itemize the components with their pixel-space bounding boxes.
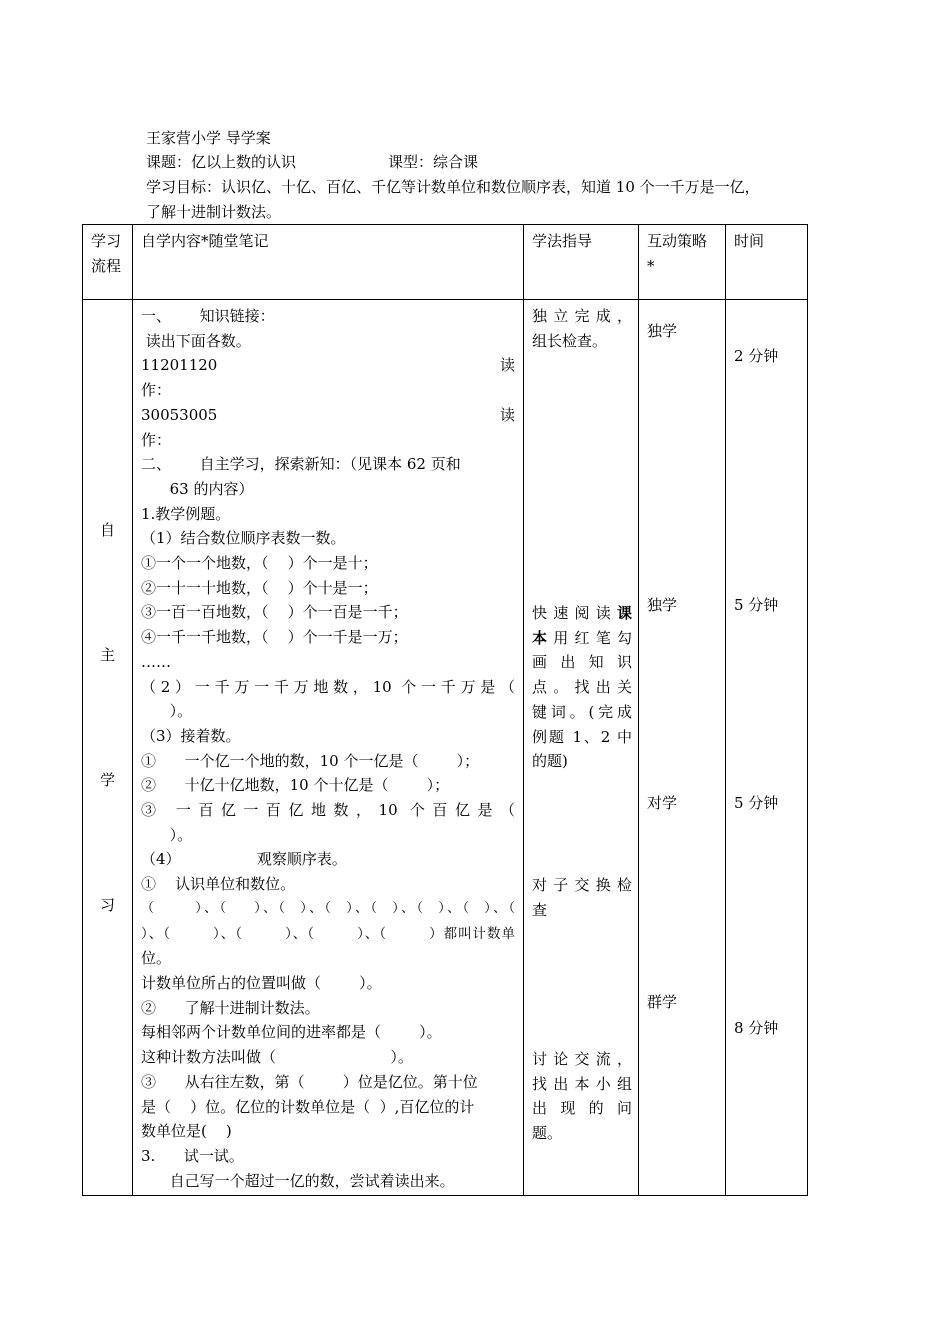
method-4-line-4: 题。 <box>532 1124 563 1143</box>
content-line-12: ②一十一十地数，（ ）个十是一； <box>141 578 378 597</box>
header-time <box>726 225 808 300</box>
content-line-17: ）。 <box>141 702 193 721</box>
header-method-label: 学法指导 <box>532 232 593 250</box>
header-flow <box>83 225 133 300</box>
table-header-row <box>83 225 808 300</box>
content-line-19: ① 一个亿一个地的数，10 个一亿是（ ）； <box>141 751 480 770</box>
strategy-3: 对学 <box>647 794 678 812</box>
time-4: 8 分钟 <box>734 1019 779 1037</box>
content-line-23: （4） 观察顺序表。 <box>141 850 347 869</box>
read-label-1: 读 <box>499 356 515 375</box>
content-line-18: （3）接着数。 <box>141 726 241 745</box>
content-cell <box>133 300 524 1196</box>
lesson-plan-table <box>82 224 808 1196</box>
method-cell <box>524 300 639 1196</box>
content-line-34: 数单位是( ) <box>141 1122 232 1141</box>
strategy-4: 群学 <box>647 993 678 1011</box>
content-line-3 <box>141 353 515 378</box>
method-2-text-1: 快速阅读 <box>532 604 617 622</box>
header-method <box>524 225 639 300</box>
strategy-2: 独学 <box>647 596 678 614</box>
flow-char-2: 主 <box>99 646 115 664</box>
time-3: 5 分钟 <box>734 794 779 812</box>
time-2: 5 分钟 <box>734 596 779 614</box>
content-line-6: 作： <box>141 430 172 449</box>
header-flow-line-1: 学习 <box>91 232 122 250</box>
content-line-25: （ ）、（ ）、（ ）、（ ）、（ ）、（ ）、（ ）、（ <box>141 900 515 916</box>
content-line-14: ④一千一千地数，（ ）个一千是一万； <box>141 628 408 647</box>
content-line-5 <box>141 403 515 428</box>
content-line-15: …… <box>141 652 171 671</box>
content-line-33: 是（ ）位。亿位的计数单位是（ ）,百亿位的计 <box>141 1097 475 1116</box>
content-line-21: ③ 一百亿一百亿地数，10 个百亿是（ <box>141 801 515 820</box>
method-2-text-2: 用红笔勾 <box>553 628 632 647</box>
content-line-29: ② 了解十进制计数法。 <box>141 998 320 1017</box>
method-2-line-3: 画出知识 <box>532 653 632 672</box>
content-line-36: 自己写一个超过一亿的数，尝试着读出来。 <box>141 1171 455 1190</box>
lesson-topic: 课题：亿以上数的认识 <box>146 153 297 171</box>
content-line-26: ）、（ ）、（ ）、（ ）、（ ）都叫计数单 <box>141 925 515 942</box>
time-1: 2 分钟 <box>734 347 779 365</box>
method-2-line-1 <box>532 601 632 626</box>
method-1-line-1: 独立完成， <box>532 307 632 325</box>
strategy-1: 独学 <box>647 322 678 340</box>
method-block-3 <box>532 873 632 922</box>
content-line-28: 计数单位所占的位置叫做（ ）。 <box>141 973 382 992</box>
lesson-type: 课型：综合课 <box>388 153 479 171</box>
content-line-32: ③ 从右往左数，第（ ）位是亿位。第十位 <box>141 1072 478 1091</box>
header-content-label: 自学内容*随堂笔记 <box>141 232 269 250</box>
content-line-1: 一、 知识链接： <box>141 307 275 325</box>
content-line-35: 3. 试一试。 <box>141 1146 244 1165</box>
school-title: 王家营小学 导学案 <box>146 129 271 147</box>
content-line-7: 二、 自主学习，探索新知：（见课本 62 页和 <box>141 455 461 474</box>
content-line-24: ① 认识单位和数位。 <box>141 875 296 894</box>
flow-cell <box>83 300 133 1196</box>
header-time-label: 时间 <box>734 232 765 250</box>
method-4-line-2: 找出本小组 <box>532 1074 632 1093</box>
number-2: 30053005 <box>141 405 218 424</box>
content-line-13: ③一百一百地数，（ ）个一百是一千； <box>141 603 408 622</box>
flow-char-1: 自 <box>99 521 115 539</box>
content-line-2: 读出下面各数。 <box>141 331 251 350</box>
header-strategy-line-2: * <box>647 256 655 275</box>
content-line-16: （2）一千万一千万地数，10 个一千万是（ <box>141 677 515 696</box>
table-body-row <box>83 300 808 1196</box>
method-block-2 <box>532 601 632 774</box>
header-content <box>133 225 524 300</box>
flow-char-4: 习 <box>99 896 115 914</box>
content-line-22: ）。 <box>141 825 193 844</box>
method-4-line-1: 讨论交流， <box>532 1050 632 1068</box>
content-line-4: 作： <box>141 381 172 400</box>
content-line-30: 每相邻两个计数单位间的进率都是（ ）。 <box>141 1023 442 1042</box>
method-2-line-7: 的题) <box>532 752 568 771</box>
content-line-20: ② 十亿十亿地数，10 个十亿是（ ）； <box>141 776 450 795</box>
method-block-4 <box>532 1047 632 1146</box>
method-3-line-2: 查 <box>532 900 548 919</box>
content-line-9: 1.教学例题。 <box>141 504 231 523</box>
content-line-10: （1）结合数位顺序表数一数。 <box>141 529 346 548</box>
method-2-bold-1: 课 <box>616 604 632 622</box>
method-block-1 <box>532 304 632 353</box>
content-line-11: ①一个一个地数，（ ）个一是十； <box>141 554 378 573</box>
header-flow-line-2: 流程 <box>91 256 122 275</box>
method-2-line-6: 例题 1、2 中 <box>532 727 632 746</box>
method-1-line-2: 组长检查。 <box>532 331 608 350</box>
content-line-8: 63 的内容） <box>141 479 254 498</box>
content-line-31: 这种计数方法叫做（ ）。 <box>141 1048 413 1067</box>
header-strategy-line-1: 互动策略 <box>647 232 708 250</box>
method-4-line-3: 出现的问 <box>532 1099 632 1118</box>
read-label-2: 读 <box>499 405 515 424</box>
method-2-line-2 <box>532 626 632 651</box>
content-line-27: 位。 <box>141 949 172 968</box>
flow-char-3: 学 <box>99 771 115 789</box>
method-2-bold-2: 本 <box>532 628 554 647</box>
header-strategy <box>639 225 726 300</box>
objective-line-1: 学习目标：认识亿、十亿、百亿、千亿等计数单位和数位顺序表，知道 10 个一千万是一亿， <box>146 178 760 196</box>
objective-line-2: 了解十进制计数法。 <box>146 203 282 221</box>
method-2-line-5: 键词。(完成 <box>532 702 632 721</box>
strategy-cell <box>639 300 726 1196</box>
number-1: 11201120 <box>141 356 218 375</box>
method-3-line-1: 对子交换检 <box>532 876 632 894</box>
time-cell <box>726 300 808 1196</box>
method-2-line-4: 点。找出关 <box>532 678 632 697</box>
